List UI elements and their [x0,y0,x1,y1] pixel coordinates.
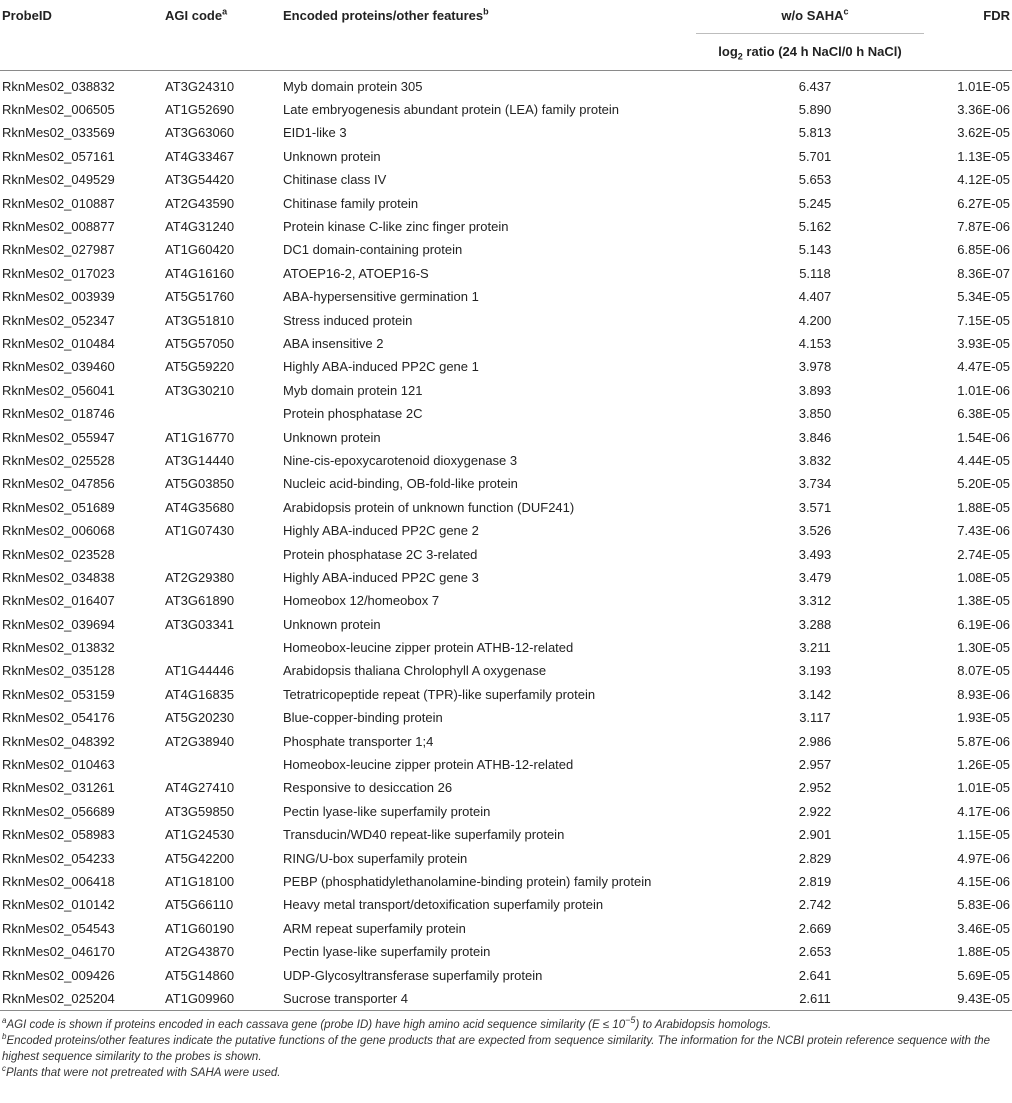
cell-log2-ratio: 3.193 [798,663,832,679]
cell-encoded-protein: Highly ABA-induced PP2C gene 2 [283,523,479,539]
cell-fdr: 4.47E-05 [957,359,1010,375]
cell-agi-code: AT4G33467 [165,148,235,164]
cell-encoded-protein: Chitinase family protein [283,195,419,211]
footnote-a: $^a$AGI code is shown if proteins encoded in each cassava gene (probe ID) have high amino acid sequence similarity $(E \le 10^{-5})$ to Arabidopsis homologs. [2,1015,772,1032]
cell-log2-ratio: 3.893 [798,382,832,398]
cell-encoded-protein: Arabidopsis protein of unknown function (DUF241) [283,499,575,515]
cell-fdr: 1.88E-05 [957,944,1010,960]
footnote-b: $^b$Encoded proteins/other features indicate the putative functions of the gene products that are expected from sequence similarity. The information for the NCBI protein reference sequence with the highest sequence similarity to the probes is shown. [2,1032,991,1064]
table-body [0,70,1012,1011]
cell-log2-ratio: 2.901 [798,827,832,843]
cell-agi-code: AT4G16160 [165,265,235,281]
cell-probe-id: RknMes02_023528 [2,546,115,562]
cell-probe-id: RknMes02_025204 [2,990,115,1006]
table-row [0,449,1012,472]
cell-agi-code: AT1G18100 [165,873,235,889]
cell-log2-ratio: 5.813 [798,125,832,141]
table-row [0,542,1012,565]
cell-agi-code: AT3G14440 [165,452,235,468]
cell-encoded-protein: ARM repeat superfamily protein [283,920,466,936]
cell-log2-ratio: 2.819 [798,873,832,889]
table-row [0,70,1012,98]
cell-log2-ratio: 5.701 [798,148,832,164]
cell-encoded-protein: Unknown protein [283,616,381,632]
cell-probe-id: RknMes02_006505 [2,102,115,118]
cell-agi-code: AT4G31240 [165,219,235,235]
table-row [0,893,1012,916]
cell-agi-code: AT2G43870 [165,944,235,960]
cell-agi-code: AT4G27410 [165,780,235,796]
cell-probe-id: RknMes02_052347 [2,312,115,328]
cell-agi-code: AT1G24530 [165,827,235,843]
table-row [0,425,1012,448]
cell-log2-ratio: 4.407 [798,289,832,305]
table-row [0,332,1012,355]
cell-agi-code: AT1G09960 [165,990,235,1006]
cell-probe-id: RknMes02_056041 [2,382,115,398]
cell-probe-id: RknMes02_010463 [2,757,115,773]
table-row [0,940,1012,963]
cell-log2-ratio: 2.742 [798,897,832,913]
cell-probe-id: RknMes02_010142 [2,897,115,913]
cell-fdr: 3.93E-05 [957,335,1010,351]
cell-encoded-protein: Myb domain protein 305 [283,78,423,94]
table-row [0,519,1012,542]
cell-fdr: 1.26E-05 [957,757,1010,773]
cell-agi-code: AT3G24310 [165,78,235,94]
cell-log2-ratio: 2.922 [798,803,832,819]
cell-encoded-protein: Homeobox-leucine zipper protein ATHB-12-related [283,640,574,656]
table-row [0,706,1012,729]
cell-log2-ratio: 3.526 [798,523,832,539]
table-row [0,472,1012,495]
col-header-fdr: FDR [983,8,1010,23]
cell-fdr: 8.93E-06 [957,686,1010,702]
cell-agi-code: AT5G14860 [165,967,235,983]
cell-agi-code [165,753,283,776]
cell-fdr: 6.27E-05 [957,195,1010,211]
col-header-group: w/o SAHA$^c$ [781,6,849,23]
cell-encoded-protein: Nucleic acid-binding, OB-fold-like protein [283,476,518,492]
cell-fdr: 8.36E-07 [957,265,1010,281]
cell-fdr: 5.83E-06 [957,897,1010,913]
table-row [0,846,1012,869]
cell-fdr: 4.15E-06 [957,873,1010,889]
cell-agi-code: AT1G52690 [165,102,235,118]
cell-log2-ratio: 6.437 [798,78,832,94]
table-row [0,145,1012,168]
cell-fdr: 1.93E-05 [957,710,1010,726]
cell-fdr: 5.20E-05 [957,476,1010,492]
cell-log2-ratio: 3.734 [798,476,832,492]
cell-probe-id: RknMes02_003939 [2,289,115,305]
cell-agi-code: AT5G51760 [165,289,235,305]
cell-probe-id: RknMes02_056689 [2,803,115,819]
cell-fdr: 3.46E-05 [957,920,1010,936]
cell-agi-code: AT1G44446 [165,663,235,679]
table-row [0,168,1012,191]
cell-encoded-protein: Protein phosphatase 2C [283,406,423,422]
cell-log2-ratio: 3.312 [798,593,832,609]
cell-encoded-protein: Stress induced protein [283,312,413,328]
cell-agi-code: AT3G54420 [165,172,235,188]
cell-agi-code: AT3G59850 [165,803,235,819]
cell-encoded-protein: Responsive to desiccation 26 [283,780,453,796]
cell-log2-ratio: 3.493 [798,546,832,562]
cell-agi-code: AT3G03341 [165,616,235,632]
cell-probe-id: RknMes02_038832 [2,78,115,94]
cell-log2-ratio: 2.641 [798,967,832,983]
cell-encoded-protein: Pectin lyase-like superfamily protein [283,803,491,819]
cell-log2-ratio: 5.162 [798,219,832,235]
cell-agi-code: AT5G59220 [165,359,235,375]
table-row [0,729,1012,752]
cell-fdr: 1.38E-05 [957,593,1010,609]
cell-fdr: 5.69E-05 [957,967,1010,983]
cell-encoded-protein: Tetratricopeptide repeat (TPR)-like superfamily protein [283,686,596,702]
cell-fdr: 8.07E-05 [957,663,1010,679]
cell-fdr: 1.54E-06 [957,429,1010,445]
cell-log2-ratio: 5.118 [799,265,831,281]
cell-probe-id: RknMes02_054233 [2,850,115,866]
cell-log2-ratio: 3.846 [798,429,832,445]
cell-agi-code: AT2G29380 [165,569,235,585]
cell-agi-code [165,542,283,565]
cell-agi-code: AT2G38940 [165,733,235,749]
cell-probe-id: RknMes02_039460 [2,359,115,375]
cell-probe-id: RknMes02_046170 [2,944,115,960]
cell-probe-id: RknMes02_016407 [2,593,115,609]
cell-agi-code: AT3G51810 [165,312,235,328]
cell-fdr: 1.30E-05 [957,640,1010,656]
cell-agi-code: AT3G61890 [165,593,235,609]
cell-log2-ratio: 4.200 [798,312,832,328]
cell-agi-code: AT5G03850 [165,476,235,492]
cell-log2-ratio: 2.653 [798,944,832,960]
cell-probe-id: RknMes02_008877 [2,219,115,235]
cell-encoded-protein: Homeobox-leucine zipper protein ATHB-12-related [283,757,574,773]
table-row [0,753,1012,776]
cell-encoded-protein: Protein kinase C-like zinc finger protein [283,219,509,235]
cell-probe-id: RknMes02_018746 [2,406,115,422]
cell-fdr: 1.01E-05 [957,78,1010,94]
cell-fdr: 5.34E-05 [957,289,1010,305]
cell-log2-ratio: 5.890 [798,102,832,118]
cell-agi-code: AT3G63060 [165,125,235,141]
table-row [0,262,1012,285]
cell-agi-code: AT5G57050 [165,335,235,351]
table-row [0,215,1012,238]
cell-encoded-protein: Late embryogenesis abundant protein (LEA) family protein [283,102,620,118]
table-row [0,870,1012,893]
table-row [0,191,1012,214]
col-header-encoded: Encoded proteins/other features$^b$ [283,6,489,23]
table-row [0,121,1012,144]
table-row [0,285,1012,308]
cell-agi-code: AT1G07430 [165,523,235,539]
table-row [0,987,1012,1011]
cell-agi-code: AT1G60190 [165,920,235,936]
cell-log2-ratio: 3.571 [798,499,832,515]
cell-log2-ratio: 5.245 [798,195,832,211]
cell-probe-id: RknMes02_054543 [2,920,115,936]
cell-probe-id: RknMes02_055947 [2,429,115,445]
cell-agi-code [165,636,283,659]
cell-probe-id: RknMes02_058983 [2,827,115,843]
cell-fdr: 4.97E-06 [957,850,1010,866]
cell-encoded-protein: UDP-Glycosyltransferase superfamily protein [283,967,543,983]
table-row [0,308,1012,331]
cell-probe-id: RknMes02_049529 [2,172,115,188]
cell-agi-code: AT4G16835 [165,686,235,702]
cell-fdr: 7.43E-06 [957,523,1010,539]
table-row [0,823,1012,846]
footnote-c: $^c$Plants that were not pretreated with SAHA were used. [2,1064,281,1080]
table-row [0,589,1012,612]
cell-encoded-protein: PEBP (phosphatidylethanolamine-binding protein) family protein [283,873,652,889]
cell-fdr: 6.19E-06 [957,616,1010,632]
cell-probe-id: RknMes02_006068 [2,523,115,539]
cell-probe-id: RknMes02_010887 [2,195,115,211]
cell-log2-ratio: 2.611 [799,990,831,1006]
table-row [0,238,1012,261]
cell-probe-id: RknMes02_013832 [2,640,115,656]
cell-encoded-protein: RING/U-box superfamily protein [283,850,468,866]
table-row [0,800,1012,823]
cell-fdr: 9.43E-05 [957,990,1010,1006]
cell-fdr: 4.44E-05 [957,452,1010,468]
cell-probe-id: RknMes02_054176 [2,710,115,726]
cell-fdr: 1.13E-05 [957,148,1010,164]
cell-probe-id: RknMes02_034838 [2,569,115,585]
cell-encoded-protein: Nine-cis-epoxycarotenoid dioxygenase 3 [283,452,518,468]
table-row [0,98,1012,121]
cell-encoded-protein: Unknown protein [283,429,381,445]
table-row [0,355,1012,378]
cell-fdr: 2.74E-05 [957,546,1010,562]
cell-probe-id: RknMes02_017023 [2,265,115,281]
cell-log2-ratio: 3.850 [798,406,832,422]
cell-probe-id: RknMes02_027987 [2,242,115,258]
cell-fdr: 3.36E-06 [957,102,1010,118]
cell-log2-ratio: 3.211 [799,640,831,656]
cell-probe-id: RknMes02_039694 [2,616,115,632]
cell-log2-ratio: 3.117 [799,710,831,726]
cell-encoded-protein: DC1 domain-containing protein [283,242,463,258]
cell-log2-ratio: 3.978 [798,359,832,375]
cell-agi-code: AT5G42200 [165,850,235,866]
table-row [0,683,1012,706]
cell-probe-id: RknMes02_048392 [2,733,115,749]
cell-encoded-protein: Unknown protein [283,148,381,164]
table-row [0,963,1012,986]
cell-log2-ratio: 2.952 [798,780,832,796]
cell-log2-ratio: 2.829 [798,850,832,866]
cell-log2-ratio: 2.957 [798,757,832,773]
cell-probe-id: RknMes02_033569 [2,125,115,141]
cell-encoded-protein: Arabidopsis thaliana Chrolophyll A oxygenase [283,663,547,679]
cell-agi-code: AT2G43590 [165,195,235,211]
table-row [0,496,1012,519]
table-row [0,659,1012,682]
table-row [0,566,1012,589]
cell-encoded-protein: ABA-hypersensitive germination 1 [283,289,479,305]
cell-agi-code: AT4G35680 [165,499,235,515]
cell-encoded-protein: Blue-copper-binding protein [283,710,443,726]
cell-fdr: 7.87E-06 [957,219,1010,235]
cell-agi-code: AT5G66110 [165,897,234,913]
col-header-agi: AGI code$^a$ [165,6,228,23]
cell-encoded-protein: Pectin lyase-like superfamily protein [283,944,491,960]
cell-fdr: 7.15E-05 [957,312,1010,328]
cell-fdr: 1.01E-05 [957,780,1010,796]
cell-encoded-protein: Myb domain protein 121 [283,382,423,398]
cell-log2-ratio: 2.986 [798,733,832,749]
cell-agi-code: AT5G20230 [165,710,235,726]
cell-probe-id: RknMes02_051689 [2,499,115,515]
cell-log2-ratio: 3.479 [798,569,832,585]
col-header-probe: ProbeID [2,8,52,23]
table-row [0,612,1012,635]
cell-probe-id: RknMes02_035128 [2,663,115,679]
cell-log2-ratio: 4.153 [798,335,832,351]
cell-agi-code [165,402,283,425]
cell-encoded-protein: Highly ABA-induced PP2C gene 3 [283,569,479,585]
footnotes [0,1013,1012,1081]
cell-encoded-protein: Sucrose transporter 4 [283,990,409,1006]
col-header-ratio: $\log_2$ ratio (24 h NaCl/0 h NaCl) [696,33,924,70]
cell-probe-id: RknMes02_047856 [2,476,115,492]
cell-log2-ratio: 2.669 [798,920,832,936]
cell-fdr: 3.62E-05 [957,125,1010,141]
cell-encoded-protein: Chitinase class IV [283,172,387,188]
cell-log2-ratio: 3.832 [798,452,832,468]
cell-log2-ratio: 3.142 [798,686,832,702]
cell-agi-code: AT1G16770 [165,429,235,445]
cell-fdr: 4.17E-06 [957,803,1010,819]
cell-fdr: 1.08E-05 [957,569,1010,585]
cell-fdr: 5.87E-06 [957,733,1010,749]
cell-fdr: 6.38E-05 [957,406,1010,422]
cell-fdr: 1.15E-05 [957,827,1010,843]
table-row [0,379,1012,402]
cell-probe-id: RknMes02_053159 [2,686,115,702]
cell-encoded-protein: Homeobox 12/homeobox 7 [283,593,440,609]
cell-encoded-protein: Phosphate transporter 1;4 [283,733,434,749]
cell-encoded-protein: ABA insensitive 2 [283,335,384,351]
cell-probe-id: RknMes02_006418 [2,873,115,889]
cell-agi-code: AT3G30210 [165,382,235,398]
cell-fdr: 1.88E-05 [957,499,1010,515]
cell-probe-id: RknMes02_025528 [2,452,115,468]
cell-probe-id: RknMes02_031261 [2,780,115,796]
cell-probe-id: RknMes02_009426 [2,967,115,983]
table-header [0,0,1012,70]
cell-fdr: 1.01E-06 [957,382,1010,398]
cell-log2-ratio: 3.288 [798,616,832,632]
table-row [0,402,1012,425]
cell-encoded-protein: EID1-like 3 [283,125,347,141]
table-row [0,776,1012,799]
cell-encoded-protein: Highly ABA-induced PP2C gene 1 [283,359,479,375]
cell-fdr: 4.12E-05 [957,172,1010,188]
cell-log2-ratio: 5.653 [798,172,832,188]
cell-fdr: 6.85E-06 [957,242,1010,258]
cell-log2-ratio: 5.143 [798,242,832,258]
cell-probe-id: RknMes02_057161 [2,148,115,164]
cell-encoded-protein: Protein phosphatase 2C 3-related [283,546,478,562]
table-row [0,636,1012,659]
cell-probe-id: RknMes02_010484 [2,335,115,351]
cell-encoded-protein: Transducin/WD40 repeat-like superfamily protein [283,827,565,843]
table-row [0,917,1012,940]
cell-encoded-protein: ATOEP16-2, ATOEP16-S [283,265,429,281]
cell-agi-code: AT1G60420 [165,242,235,258]
cell-encoded-protein: Heavy metal transport/detoxification superfamily protein [283,897,604,913]
